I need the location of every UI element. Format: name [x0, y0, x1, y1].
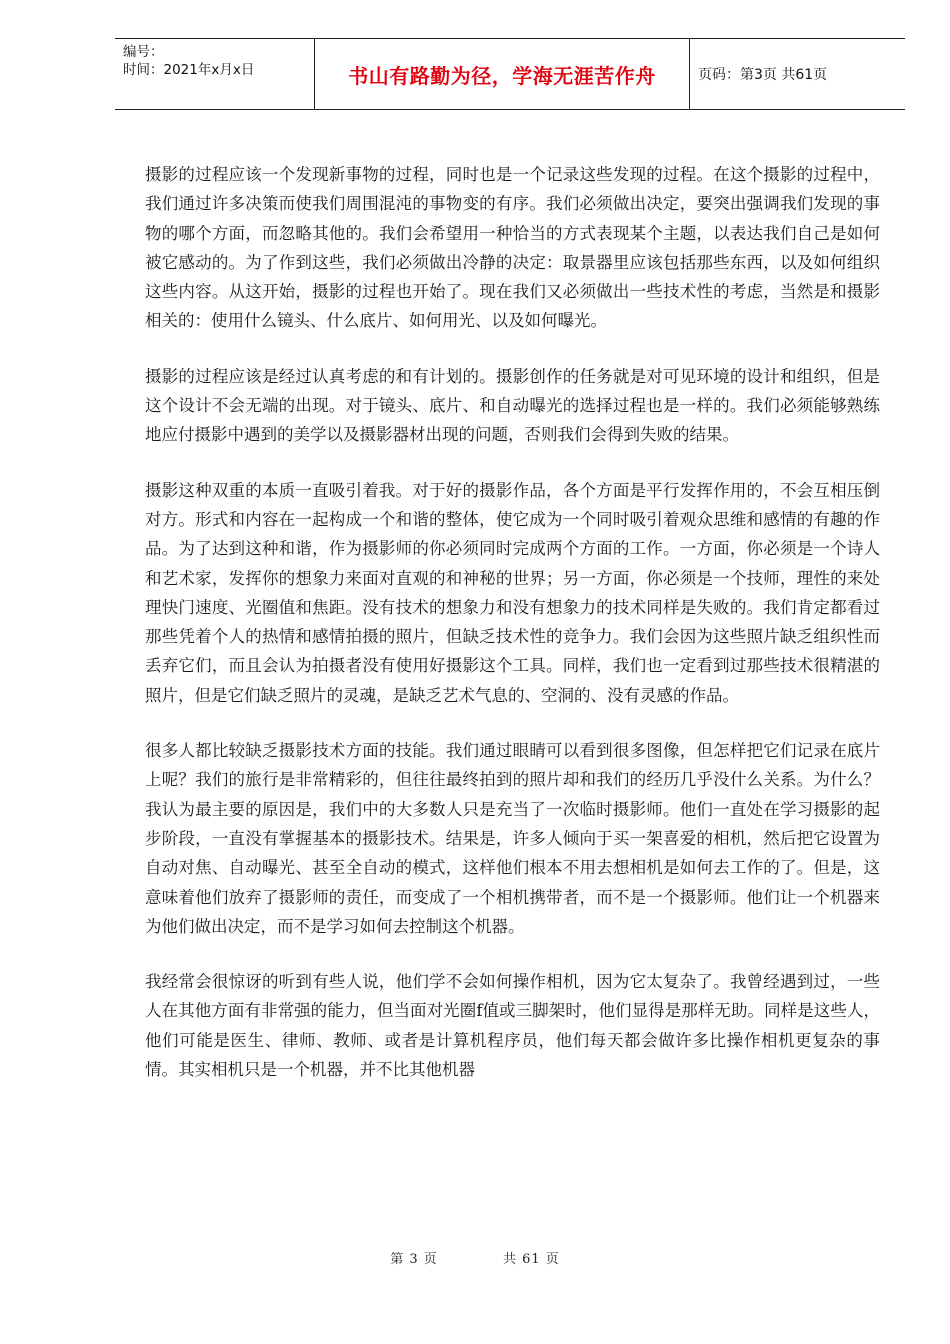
header-motto: 书山有路勤为径，学海无涯苦作舟 [315, 39, 690, 109]
footer-total-pages: 共 61 页 [502, 1252, 560, 1267]
footer-page-number: 第 3 页 [390, 1252, 438, 1267]
paragraph: 摄影的过程应该一个发现新事物的过程，同时也是一个记录这些发现的过程。在这个摄影的过程中，我们通过许多决策而使我们周围混沌的事物变的有序。我们必须做出决定，要突出强调我们发现的事物的哪个方面，而忽略其他的。我们会希望用一种恰当的方式表现某个主题，以表达我们自己是如何被它感动的。为了作到这些，我们必须做出冷静的决定：取景器里应该包括那些东西，以及如何组织这些内容。从这开始，摄影的过程也开始了。现在我们又必须做出一些技术性的考虑，当然是和摄影相关的：使用什么镜头、什么底片、如何用光、以及如何曝光。 [145, 165, 880, 331]
document-body [145, 160, 880, 1110]
header-meta [115, 39, 315, 109]
header-page-info: 页码：第3页 共61页 [698, 67, 828, 83]
paragraph: 摄影这种双重的本质一直吸引着我。对于好的摄影作品，各个方面是平行发挥作用的，不会互相压倒对方。形式和内容在一起构成一个和谐的整体，使它成为一个同时吸引着观众思维和感情的有趣的作品。为了达到这种和谐，作为摄影师的你必须同时完成两个方面的工作。一方面，你必须是一个诗人和艺术家，发挥你的想象力来面对直观的和神秘的世界；另一方面，你必须是一个技师，理性的来处理快门速度、光圈值和焦距。没有技术的想象力和没有想象力的技术同样是失败的。我们肯定都看过那些凭着个人的热情和感情拍摄的照片，但缺乏技术性的竞争力。我们会因为这些照片缺乏组织性而丢弃它们，而且会认为拍摄者没有使用好摄影这个工具。同样，我们也一定看到过那些技术很精湛的照片，但是它们缺乏照片的灵魂，是缺乏艺术气息的、空洞的、没有灵感的作品。 [145, 480, 880, 705]
paragraph: 摄影的过程应该是经过认真考虑的和有计划的。摄影创作的任务就是对可见环境的设计和组织，但是这个设计不会无端的出现。对于镜头、底片、和自动曝光的选择过程也是一样的。我们必须能够熟练地应付摄影中遇到的美学以及摄影器材出现的问题，否则我们会得到失败的结果。 [145, 366, 880, 445]
page-header [115, 38, 905, 110]
paragraph: 我经常会很惊讶的听到有些人说，他们学不会如何操作相机，因为它太复杂了。我曾经遇到过，一些人在其他方面有非常强的能力，但当面对光圈f值或三脚架时，他们显得是那样无助。同样是这些人，他们可能是医生、律师、教师、或者是计算机程序员，他们每天都会做许多比操作相机更复杂的事情。其实相机只是一个机器，并不比其他机器 [145, 972, 880, 1080]
paragraph: 很多人都比较缺乏摄影技术方面的技能。我们通过眼睛可以看到很多图像，但怎样把它们记录在底片上呢？我们的旅行是非常精彩的，但往往最终拍到的照片却和我们的经历几乎没什么关系。为什么？我认为最主要的原因是，我们中的大多数人只是充当了一次临时摄影师。他们一直处在学习摄影的起步阶段，一直没有掌握基本的摄影技术。结果是，许多人倾向于买一架喜爱的相机，然后把它设置为自动对焦、自动曝光、甚至全自动的模式，这样他们根本不用去想相机是如何去工作的了。但是，这意味着他们放弃了摄影师的责任，而变成了一个相机携带者，而不是一个摄影师。他们让一个机器来为他们做出决定，而不是学习如何去控制这个机器。 [145, 741, 880, 936]
page-footer [0, 1248, 950, 1267]
document-date-label: 时间：2021年x月x日 [123, 62, 255, 78]
document-number-label: 编号： [123, 44, 164, 60]
